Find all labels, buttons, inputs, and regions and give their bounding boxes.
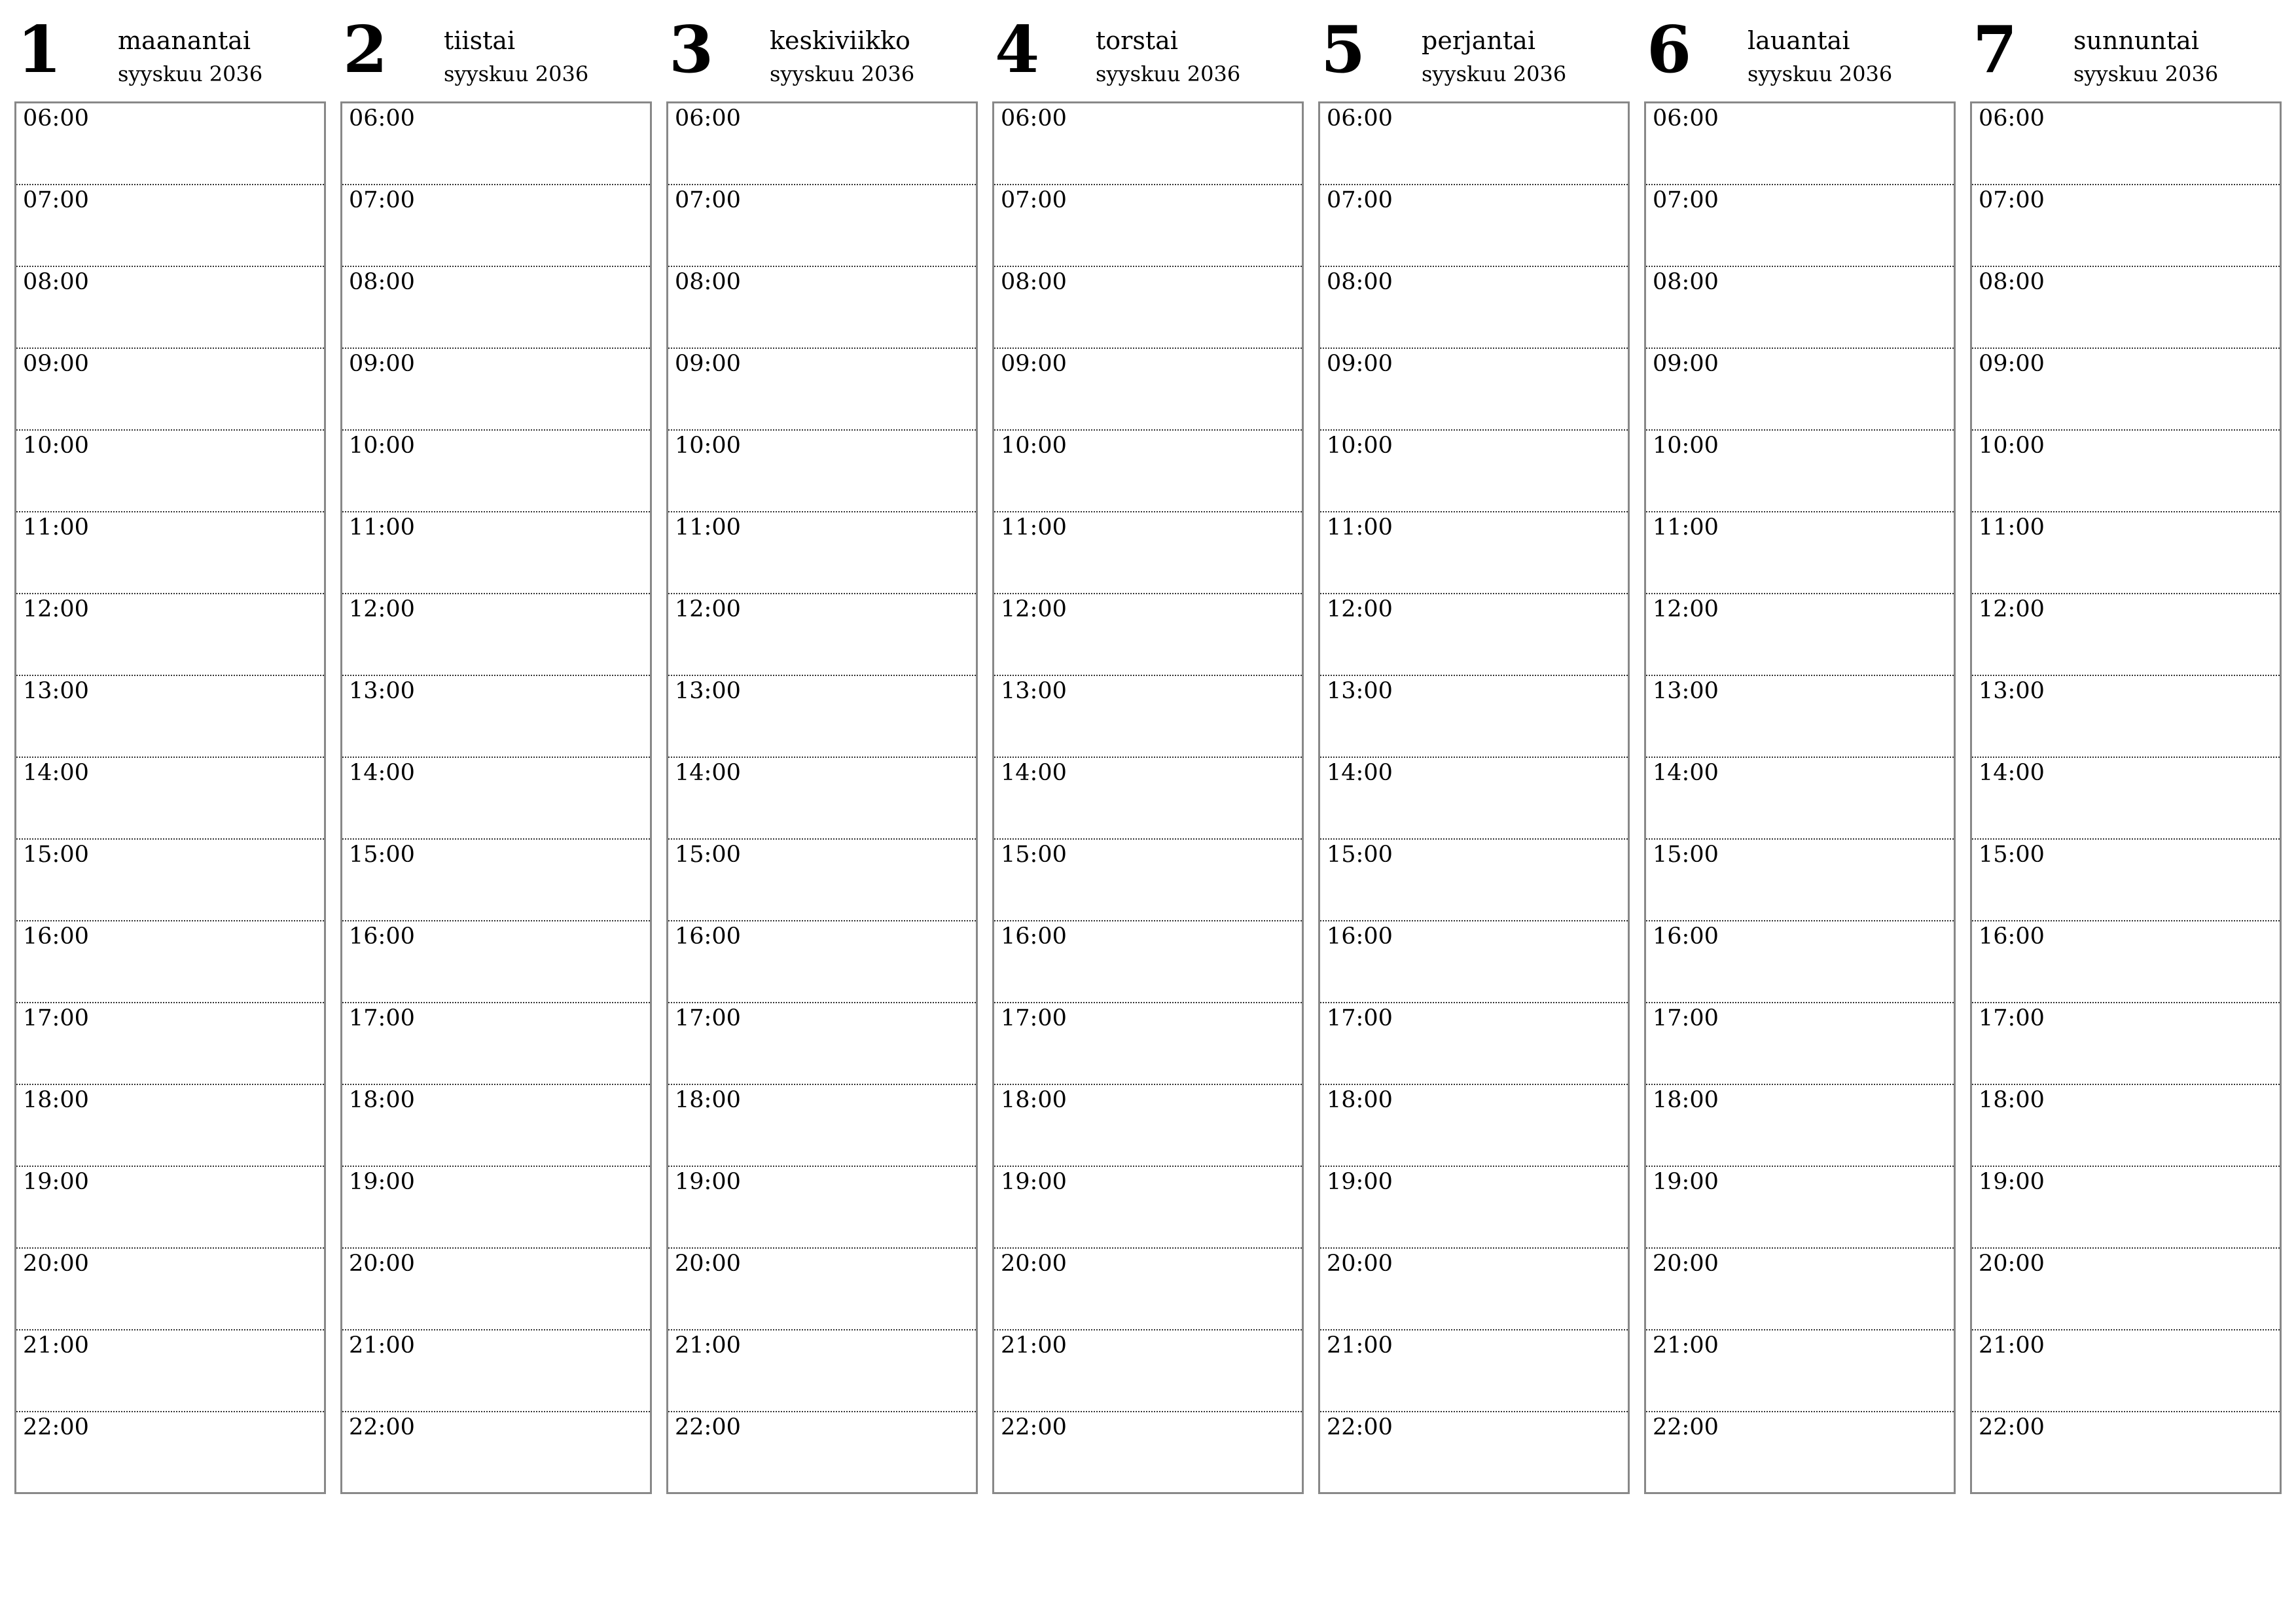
- day-column-7: [1970, 13, 2282, 1499]
- hour-label: 08:00: [349, 269, 415, 295]
- hour-slot[interactable]: [668, 1085, 976, 1167]
- hour-label: 22:00: [675, 1414, 741, 1440]
- hour-label: 15:00: [23, 842, 89, 868]
- hour-slot[interactable]: [994, 676, 1302, 758]
- hour-slot[interactable]: [16, 1003, 324, 1085]
- hour-slot[interactable]: [342, 1249, 650, 1330]
- day-column-2: [340, 13, 652, 1499]
- hour-label: 13:00: [1327, 678, 1393, 704]
- hour-label: 09:00: [23, 351, 89, 377]
- hour-label: 06:00: [23, 105, 89, 132]
- hour-label: 19:00: [1001, 1169, 1067, 1195]
- hour-slot[interactable]: [1972, 431, 2280, 512]
- hour-slot[interactable]: [1972, 512, 2280, 594]
- hour-label: 09:00: [1979, 351, 2045, 377]
- day-header: [1970, 13, 2282, 101]
- day-month: syyskuu 2036: [444, 62, 589, 86]
- hour-label: 18:00: [675, 1087, 741, 1113]
- hour-label: 09:00: [675, 351, 741, 377]
- hour-label: 21:00: [1327, 1332, 1393, 1359]
- day-month: syyskuu 2036: [770, 62, 915, 86]
- hour-label: 15:00: [675, 842, 741, 868]
- hour-label: 06:00: [1653, 105, 1719, 132]
- day-number: 6: [1647, 12, 1692, 88]
- hour-slot[interactable]: [668, 349, 976, 431]
- hour-label: 18:00: [349, 1087, 415, 1113]
- day-name: torstai: [1096, 26, 1178, 55]
- hour-slot[interactable]: [994, 1167, 1302, 1249]
- hour-slot[interactable]: [668, 1167, 976, 1249]
- hour-slot[interactable]: [1320, 349, 1628, 431]
- hour-slot[interactable]: [668, 1412, 976, 1494]
- hour-label: 17:00: [23, 1005, 89, 1031]
- hour-label: 20:00: [1001, 1251, 1067, 1277]
- hour-slot[interactable]: [1972, 267, 2280, 349]
- day-schedule-box: [666, 101, 978, 1494]
- hour-label: 14:00: [349, 760, 415, 786]
- hour-label: 15:00: [1653, 842, 1719, 868]
- hour-label: 19:00: [1979, 1169, 2045, 1195]
- hour-slot[interactable]: [668, 185, 976, 267]
- day-name: lauantai: [1748, 26, 1850, 55]
- hour-slot[interactable]: [668, 594, 976, 676]
- hour-label: 12:00: [1001, 596, 1067, 622]
- hour-slot[interactable]: [1320, 1003, 1628, 1085]
- day-number: 2: [343, 12, 388, 88]
- hour-slot[interactable]: [1320, 512, 1628, 594]
- hour-slot[interactable]: [994, 1412, 1302, 1494]
- hour-slot[interactable]: [16, 1330, 324, 1412]
- day-column-6: [1644, 13, 1956, 1499]
- day-column-3: [666, 13, 978, 1499]
- hour-slot[interactable]: [994, 840, 1302, 921]
- hour-slot[interactable]: [668, 103, 976, 185]
- hour-slot[interactable]: [1646, 103, 1954, 185]
- hour-label: 14:00: [1001, 760, 1067, 786]
- hour-label: 12:00: [675, 596, 741, 622]
- day-number: 5: [1321, 12, 1366, 88]
- hour-label: 19:00: [1327, 1169, 1393, 1195]
- hour-slot[interactable]: [668, 431, 976, 512]
- hour-slot[interactable]: [1646, 840, 1954, 921]
- hour-slot[interactable]: [994, 1249, 1302, 1330]
- hour-label: 20:00: [1979, 1251, 2045, 1277]
- hour-label: 06:00: [349, 105, 415, 132]
- day-number: 1: [17, 12, 62, 88]
- hour-slot[interactable]: [16, 431, 324, 512]
- hour-slot[interactable]: [994, 1003, 1302, 1085]
- hour-label: 14:00: [1327, 760, 1393, 786]
- hour-slot[interactable]: [1646, 185, 1954, 267]
- hour-slot[interactable]: [16, 1167, 324, 1249]
- hour-slot[interactable]: [342, 185, 650, 267]
- hour-label: 20:00: [1327, 1251, 1393, 1277]
- day-name: perjantai: [1422, 26, 1535, 55]
- hour-slot[interactable]: [994, 512, 1302, 594]
- hour-label: 13:00: [23, 678, 89, 704]
- hour-label: 11:00: [1001, 514, 1067, 541]
- day-schedule-box: [340, 101, 652, 1494]
- hour-label: 06:00: [1979, 105, 2045, 132]
- hour-slot[interactable]: [1972, 185, 2280, 267]
- hour-slot[interactable]: [1972, 1412, 2280, 1494]
- hour-slot[interactable]: [1320, 185, 1628, 267]
- hour-label: 15:00: [1327, 842, 1393, 868]
- day-header: [340, 13, 652, 101]
- hour-label: 07:00: [349, 187, 415, 213]
- hour-slot[interactable]: [1646, 1412, 1954, 1494]
- hour-slot[interactable]: [1972, 840, 2280, 921]
- hour-slot[interactable]: [1646, 758, 1954, 840]
- hour-slot[interactable]: [342, 267, 650, 349]
- hour-label: 07:00: [675, 187, 741, 213]
- hour-slot[interactable]: [342, 512, 650, 594]
- hour-slot[interactable]: [16, 840, 324, 921]
- hour-slot[interactable]: [994, 349, 1302, 431]
- hour-label: 17:00: [349, 1005, 415, 1031]
- day-month: syyskuu 2036: [118, 62, 263, 86]
- hour-label: 08:00: [1001, 269, 1067, 295]
- hour-label: 11:00: [1979, 514, 2045, 541]
- hour-label: 06:00: [1327, 105, 1393, 132]
- hour-label: 16:00: [23, 923, 89, 950]
- hour-slot[interactable]: [342, 921, 650, 1003]
- hour-slot[interactable]: [1646, 431, 1954, 512]
- hour-label: 13:00: [675, 678, 741, 704]
- hour-label: 09:00: [349, 351, 415, 377]
- hour-label: 16:00: [1653, 923, 1719, 950]
- hour-label: 19:00: [1653, 1169, 1719, 1195]
- hour-slot[interactable]: [994, 431, 1302, 512]
- hour-label: 18:00: [1653, 1087, 1719, 1113]
- hour-label: 21:00: [349, 1332, 415, 1359]
- hour-slot[interactable]: [1972, 349, 2280, 431]
- hour-label: 18:00: [23, 1087, 89, 1113]
- hour-label: 08:00: [23, 269, 89, 295]
- hour-slot[interactable]: [16, 676, 324, 758]
- hour-label: 10:00: [23, 433, 89, 459]
- hour-label: 12:00: [349, 596, 415, 622]
- hour-slot[interactable]: [1972, 103, 2280, 185]
- hour-slot[interactable]: [342, 1330, 650, 1412]
- hour-label: 18:00: [1979, 1087, 2045, 1113]
- hour-slot[interactable]: [994, 1085, 1302, 1167]
- hour-slot[interactable]: [994, 758, 1302, 840]
- hour-slot[interactable]: [1646, 349, 1954, 431]
- day-column-1: [14, 13, 326, 1499]
- hour-label: 20:00: [23, 1251, 89, 1277]
- hour-slot[interactable]: [16, 349, 324, 431]
- hour-label: 19:00: [23, 1169, 89, 1195]
- hour-slot[interactable]: [668, 758, 976, 840]
- hour-label: 22:00: [1327, 1414, 1393, 1440]
- hour-slot[interactable]: [342, 1003, 650, 1085]
- hour-label: 22:00: [349, 1414, 415, 1440]
- hour-label: 08:00: [1327, 269, 1393, 295]
- hour-slot[interactable]: [1972, 676, 2280, 758]
- hour-slot[interactable]: [1646, 594, 1954, 676]
- hour-slot[interactable]: [1320, 1412, 1628, 1494]
- hour-slot[interactable]: [342, 349, 650, 431]
- hour-slot[interactable]: [342, 676, 650, 758]
- hour-slot[interactable]: [1320, 1249, 1628, 1330]
- hour-slot[interactable]: [1972, 1003, 2280, 1085]
- hour-slot[interactable]: [16, 594, 324, 676]
- hour-label: 16:00: [349, 923, 415, 950]
- day-name: keskiviikko: [770, 26, 910, 55]
- day-number: 7: [1973, 12, 2018, 88]
- day-schedule-box: [992, 101, 1304, 1494]
- hour-label: 10:00: [1979, 433, 2045, 459]
- hour-label: 12:00: [23, 596, 89, 622]
- day-schedule-box: [1970, 101, 2282, 1494]
- hour-label: 17:00: [1979, 1005, 2045, 1031]
- hour-slot[interactable]: [1646, 267, 1954, 349]
- hour-slot[interactable]: [1320, 1330, 1628, 1412]
- hour-slot[interactable]: [994, 1330, 1302, 1412]
- day-name: tiistai: [444, 26, 516, 55]
- hour-label: 13:00: [1653, 678, 1719, 704]
- hour-label: 17:00: [1653, 1005, 1719, 1031]
- day-month: syyskuu 2036: [2073, 62, 2219, 86]
- hour-label: 08:00: [1653, 269, 1719, 295]
- hour-label: 14:00: [1653, 760, 1719, 786]
- hour-label: 20:00: [1653, 1251, 1719, 1277]
- day-header: [992, 13, 1304, 101]
- hour-slot[interactable]: [1320, 103, 1628, 185]
- hour-label: 10:00: [349, 433, 415, 459]
- hour-label: 20:00: [349, 1251, 415, 1277]
- hour-label: 11:00: [1327, 514, 1393, 541]
- hour-slot[interactable]: [1972, 921, 2280, 1003]
- hour-slot[interactable]: [1646, 512, 1954, 594]
- hour-slot[interactable]: [342, 1085, 650, 1167]
- hour-label: 09:00: [1001, 351, 1067, 377]
- hour-label: 07:00: [23, 187, 89, 213]
- hour-label: 10:00: [1001, 433, 1067, 459]
- hour-label: 14:00: [675, 760, 741, 786]
- hour-slot[interactable]: [342, 1412, 650, 1494]
- weekly-planner: [14, 13, 2286, 1499]
- day-number: 3: [669, 12, 714, 88]
- hour-label: 07:00: [1653, 187, 1719, 213]
- hour-slot[interactable]: [1972, 1085, 2280, 1167]
- hour-label: 07:00: [1327, 187, 1393, 213]
- hour-slot[interactable]: [1972, 1167, 2280, 1249]
- day-column-5: [1318, 13, 1630, 1499]
- hour-slot[interactable]: [16, 185, 324, 267]
- hour-label: 10:00: [1653, 433, 1719, 459]
- hour-slot[interactable]: [1320, 267, 1628, 349]
- hour-label: 13:00: [1001, 678, 1067, 704]
- hour-slot[interactable]: [16, 921, 324, 1003]
- hour-slot[interactable]: [342, 840, 650, 921]
- day-column-4: [992, 13, 1304, 1499]
- hour-label: 21:00: [675, 1332, 741, 1359]
- hour-slot[interactable]: [668, 840, 976, 921]
- hour-slot[interactable]: [668, 921, 976, 1003]
- hour-slot[interactable]: [994, 594, 1302, 676]
- hour-slot[interactable]: [16, 758, 324, 840]
- hour-slot[interactable]: [1972, 1249, 2280, 1330]
- day-schedule-box: [1318, 101, 1630, 1494]
- hour-slot[interactable]: [1646, 1249, 1954, 1330]
- hour-label: 15:00: [1001, 842, 1067, 868]
- hour-label: 17:00: [1001, 1005, 1067, 1031]
- hour-label: 10:00: [675, 433, 741, 459]
- hour-slot[interactable]: [1646, 921, 1954, 1003]
- hour-slot[interactable]: [1320, 840, 1628, 921]
- hour-label: 10:00: [1327, 433, 1393, 459]
- hour-slot[interactable]: [342, 103, 650, 185]
- hour-slot[interactable]: [1320, 1167, 1628, 1249]
- hour-slot[interactable]: [1972, 1330, 2280, 1412]
- hour-label: 20:00: [675, 1251, 741, 1277]
- hour-slot[interactable]: [1320, 431, 1628, 512]
- hour-slot[interactable]: [668, 1330, 976, 1412]
- hour-label: 11:00: [349, 514, 415, 541]
- hour-label: 07:00: [1001, 187, 1067, 213]
- day-header: [666, 13, 978, 101]
- hour-label: 19:00: [349, 1169, 415, 1195]
- hour-label: 17:00: [675, 1005, 741, 1031]
- hour-slot[interactable]: [342, 1167, 650, 1249]
- hour-slot[interactable]: [342, 431, 650, 512]
- hour-label: 12:00: [1979, 596, 2045, 622]
- hour-slot[interactable]: [1646, 1085, 1954, 1167]
- hour-label: 22:00: [1653, 1414, 1719, 1440]
- hour-label: 09:00: [1653, 351, 1719, 377]
- hour-label: 18:00: [1327, 1087, 1393, 1113]
- hour-slot[interactable]: [342, 594, 650, 676]
- hour-label: 09:00: [1327, 351, 1393, 377]
- hour-label: 16:00: [1001, 923, 1067, 950]
- hour-label: 18:00: [1001, 1087, 1067, 1113]
- hour-label: 08:00: [1979, 269, 2045, 295]
- hour-slot[interactable]: [1320, 1085, 1628, 1167]
- hour-slot[interactable]: [994, 185, 1302, 267]
- hour-label: 21:00: [1001, 1332, 1067, 1359]
- hour-label: 11:00: [675, 514, 741, 541]
- hour-slot[interactable]: [668, 676, 976, 758]
- hour-slot[interactable]: [1646, 1330, 1954, 1412]
- hour-slot[interactable]: [668, 1003, 976, 1085]
- hour-slot[interactable]: [668, 512, 976, 594]
- hour-slot[interactable]: [16, 1412, 324, 1494]
- hour-slot[interactable]: [668, 267, 976, 349]
- hour-label: 07:00: [1979, 187, 2045, 213]
- hour-label: 17:00: [1327, 1005, 1393, 1031]
- hour-slot[interactable]: [1972, 594, 2280, 676]
- hour-label: 22:00: [23, 1414, 89, 1440]
- hour-slot[interactable]: [16, 1085, 324, 1167]
- hour-slot[interactable]: [1646, 676, 1954, 758]
- hour-label: 16:00: [1327, 923, 1393, 950]
- hour-slot[interactable]: [668, 1249, 976, 1330]
- day-name: maanantai: [118, 26, 251, 55]
- hour-label: 16:00: [675, 923, 741, 950]
- day-schedule-box: [1644, 101, 1956, 1494]
- hour-slot[interactable]: [16, 267, 324, 349]
- hour-slot[interactable]: [1320, 758, 1628, 840]
- hour-label: 13:00: [1979, 678, 2045, 704]
- day-month: syyskuu 2036: [1748, 62, 1893, 86]
- day-header: [14, 13, 326, 101]
- hour-label: 14:00: [23, 760, 89, 786]
- hour-label: 22:00: [1979, 1414, 2045, 1440]
- day-header: [1644, 13, 1956, 101]
- hour-slot[interactable]: [994, 103, 1302, 185]
- hour-slot[interactable]: [16, 512, 324, 594]
- hour-slot[interactable]: [994, 267, 1302, 349]
- day-name: sunnuntai: [2073, 26, 2199, 55]
- hour-label: 14:00: [1979, 760, 2045, 786]
- day-month: syyskuu 2036: [1422, 62, 1567, 86]
- hour-label: 21:00: [23, 1332, 89, 1359]
- hour-slot[interactable]: [1646, 1167, 1954, 1249]
- hour-label: 21:00: [1979, 1332, 2045, 1359]
- hour-slot[interactable]: [1320, 921, 1628, 1003]
- hour-label: 22:00: [1001, 1414, 1067, 1440]
- hour-label: 19:00: [675, 1169, 741, 1195]
- hour-label: 16:00: [1979, 923, 2045, 950]
- day-schedule-box: [14, 101, 326, 1494]
- day-header: [1318, 13, 1630, 101]
- hour-label: 11:00: [23, 514, 89, 541]
- hour-slot[interactable]: [1320, 676, 1628, 758]
- hour-label: 15:00: [349, 842, 415, 868]
- day-month: syyskuu 2036: [1096, 62, 1241, 86]
- hour-slot[interactable]: [1972, 758, 2280, 840]
- hour-slot[interactable]: [1320, 594, 1628, 676]
- hour-label: 15:00: [1979, 842, 2045, 868]
- hour-slot[interactable]: [16, 1249, 324, 1330]
- hour-label: 06:00: [675, 105, 741, 132]
- hour-label: 08:00: [675, 269, 741, 295]
- hour-label: 13:00: [349, 678, 415, 704]
- hour-slot[interactable]: [1646, 1003, 1954, 1085]
- hour-label: 21:00: [1653, 1332, 1719, 1359]
- hour-label: 12:00: [1653, 596, 1719, 622]
- hour-slot[interactable]: [342, 758, 650, 840]
- hour-slot[interactable]: [994, 921, 1302, 1003]
- hour-label: 06:00: [1001, 105, 1067, 132]
- day-number: 4: [995, 12, 1040, 88]
- hour-label: 11:00: [1653, 514, 1719, 541]
- hour-label: 12:00: [1327, 596, 1393, 622]
- hour-slot[interactable]: [16, 103, 324, 185]
